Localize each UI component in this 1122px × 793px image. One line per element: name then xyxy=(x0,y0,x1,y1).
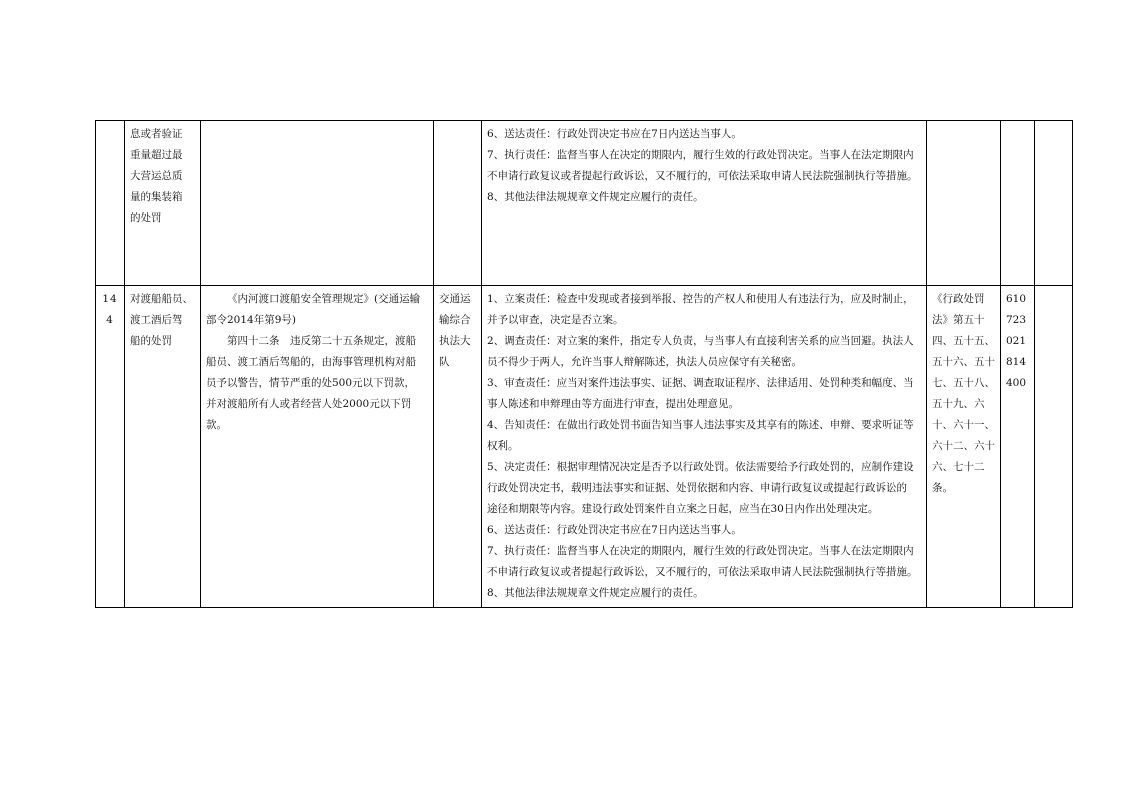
responsibility-line: 3、审查责任：应当对案件违法事实、证据、调查取证程序、法律适用、处罚种类和幅度、当 xyxy=(487,377,914,389)
reference-line: 法》第五十 xyxy=(932,314,985,326)
item-title-cell xyxy=(125,286,201,608)
responsibility-line: 途径和期限等内容。建设行政处罚案件自立案之日起，应当在30日内作出处理决定。 xyxy=(487,503,879,515)
reference-line: 十、六十一、 xyxy=(932,419,995,431)
responsibility-line: 8、其他法律法规规章文件规定应履行的责任。 xyxy=(487,191,704,203)
responsibility-line: 6、送达责任：行政处罚决定书应在7日内送达当事人。 xyxy=(487,128,742,140)
basis-article-line: 船员、渡工酒后驾船的，由海事管理机构对船 xyxy=(206,356,416,368)
responsibility-line: 不申请行政复议或者提起行政诉讼，又不履行的，可依法采取申请人民法院强制执行等措施。 xyxy=(487,170,918,182)
responsibility-line: 1、立案责任：检查中发现或者接到举报、控告的产权人和使用人有违法行为，应及时制止， xyxy=(487,293,914,305)
responsibility-line: 6、送达责任：行政处罚决定书应在7日内送达当事人。 xyxy=(487,524,742,536)
responsibility-line: 2、调查责任：对立案的案件，指定专人负责，与当事人有直接利害关系的应当回避。执法人 xyxy=(487,335,914,347)
department-cell xyxy=(434,286,482,608)
table-row xyxy=(96,286,1073,608)
item-title-line: 的处罚 xyxy=(130,212,162,224)
responsibility-line: 7、执行责任：监督当事人在决定的期限内，履行生效的行政处罚决定。当事人在法定期限内 xyxy=(487,149,914,161)
reference-line: 七、五十八、 xyxy=(932,377,995,389)
basis-article-line: 第四十二条 违反第二十五条规定，渡船 xyxy=(227,335,416,347)
legal-basis-cell xyxy=(201,121,434,286)
item-title-line: 量的集装箱 xyxy=(130,191,183,203)
responsibility-line: 7、执行责任：监督当事人在决定的期限内，履行生效的行政处罚决定。当事人在法定期限内 xyxy=(487,545,914,557)
responsibilities-cell xyxy=(482,121,927,286)
responsibility-line: 事人陈述和申辩理由等方面进行审查，提出处理意见。 xyxy=(487,398,739,410)
basis-article-line: 员予以警告，情节严重的处500元以下罚款， xyxy=(206,377,416,389)
row-number-line: 14 xyxy=(102,293,118,305)
responsibility-line: 4、告知责任：在做出行政处罚书面告知当事人违法事实及其享有的陈述、申辩、要求听证等 xyxy=(487,419,914,431)
department-line: 交通运 xyxy=(439,293,471,305)
item-title-line: 渡工酒后驾 xyxy=(130,314,183,326)
responsibility-line: 员不得少于两人，允许当事人辩解陈述，执法人员应保守有关秘密。 xyxy=(487,356,802,368)
remarks-cell xyxy=(1035,286,1073,608)
responsibility-line: 不申请行政复议或者提起行政诉讼，又不履行的，可依法采取申请人民法院强制执行等措施。 xyxy=(487,566,918,578)
responsibility-line: 并予以审查，决定是否立案。 xyxy=(487,314,624,326)
reference-line: 四、五十五、 xyxy=(932,335,995,347)
reference-line: 《行政处罚 xyxy=(932,293,985,305)
row-number-cell xyxy=(96,286,125,608)
item-title-cell xyxy=(125,121,201,286)
department-line: 输综合 xyxy=(439,314,471,326)
responsibility-line: 行政处罚决定书，载明违法事实和证据、处罚依据和内容、申请行政复议或提起行政诉讼的 xyxy=(487,482,907,494)
reference-line: 六、七十二 xyxy=(932,461,985,473)
code-line: 400 xyxy=(1006,377,1027,389)
reference-line: 条。 xyxy=(932,482,953,494)
reference-line: 五十六、五十 xyxy=(932,356,995,368)
code-line: 021 xyxy=(1006,335,1027,347)
code-line: 814 xyxy=(1006,356,1027,368)
remarks-cell xyxy=(1035,121,1073,286)
code-cell xyxy=(1001,286,1035,608)
legal-basis-cell xyxy=(201,286,434,608)
basis-doc-line: 部令2014年第9号) xyxy=(206,314,296,326)
basis-article-line: 并对渡船所有人或者经营人处2000元以下罚 xyxy=(206,398,412,410)
item-title-line: 重量超过最 xyxy=(130,149,183,161)
item-title-line: 息或者验证 xyxy=(130,128,183,140)
responsibility-line: 5、决定责任：根据审理情况决定是否予以行政处罚。依法需要给予行政处罚的，应制作建设 xyxy=(487,461,914,473)
item-title-line: 船的处罚 xyxy=(130,335,172,347)
reference-line: 五十九、六 xyxy=(932,398,985,410)
department-line: 执法大 xyxy=(439,335,471,347)
reference-line: 六十二、六十 xyxy=(932,440,995,452)
responsibility-line: 8、其他法律法规规章文件规定应履行的责任。 xyxy=(487,587,704,599)
basis-doc-line: 《内河渡口渡船安全管理规定》(交通运输 xyxy=(227,293,421,305)
enforcement-table xyxy=(95,120,1073,608)
row-number-cell xyxy=(96,121,125,286)
reference-cell xyxy=(927,121,1001,286)
responsibilities-cell xyxy=(482,286,927,608)
code-line: 723 xyxy=(1006,314,1027,326)
item-title-line: 大营运总质 xyxy=(130,170,183,182)
department-line: 队 xyxy=(439,356,450,368)
basis-article-line: 款。 xyxy=(206,419,227,431)
item-title-line: 对渡船船员、 xyxy=(130,293,193,305)
responsibility-line: 权利。 xyxy=(487,440,519,452)
code-line: 610 xyxy=(1006,293,1027,305)
reference-cell xyxy=(927,286,1001,608)
row-number-line: 4 xyxy=(106,314,114,326)
department-cell xyxy=(434,121,482,286)
table-row xyxy=(96,121,1073,286)
code-cell xyxy=(1001,121,1035,286)
